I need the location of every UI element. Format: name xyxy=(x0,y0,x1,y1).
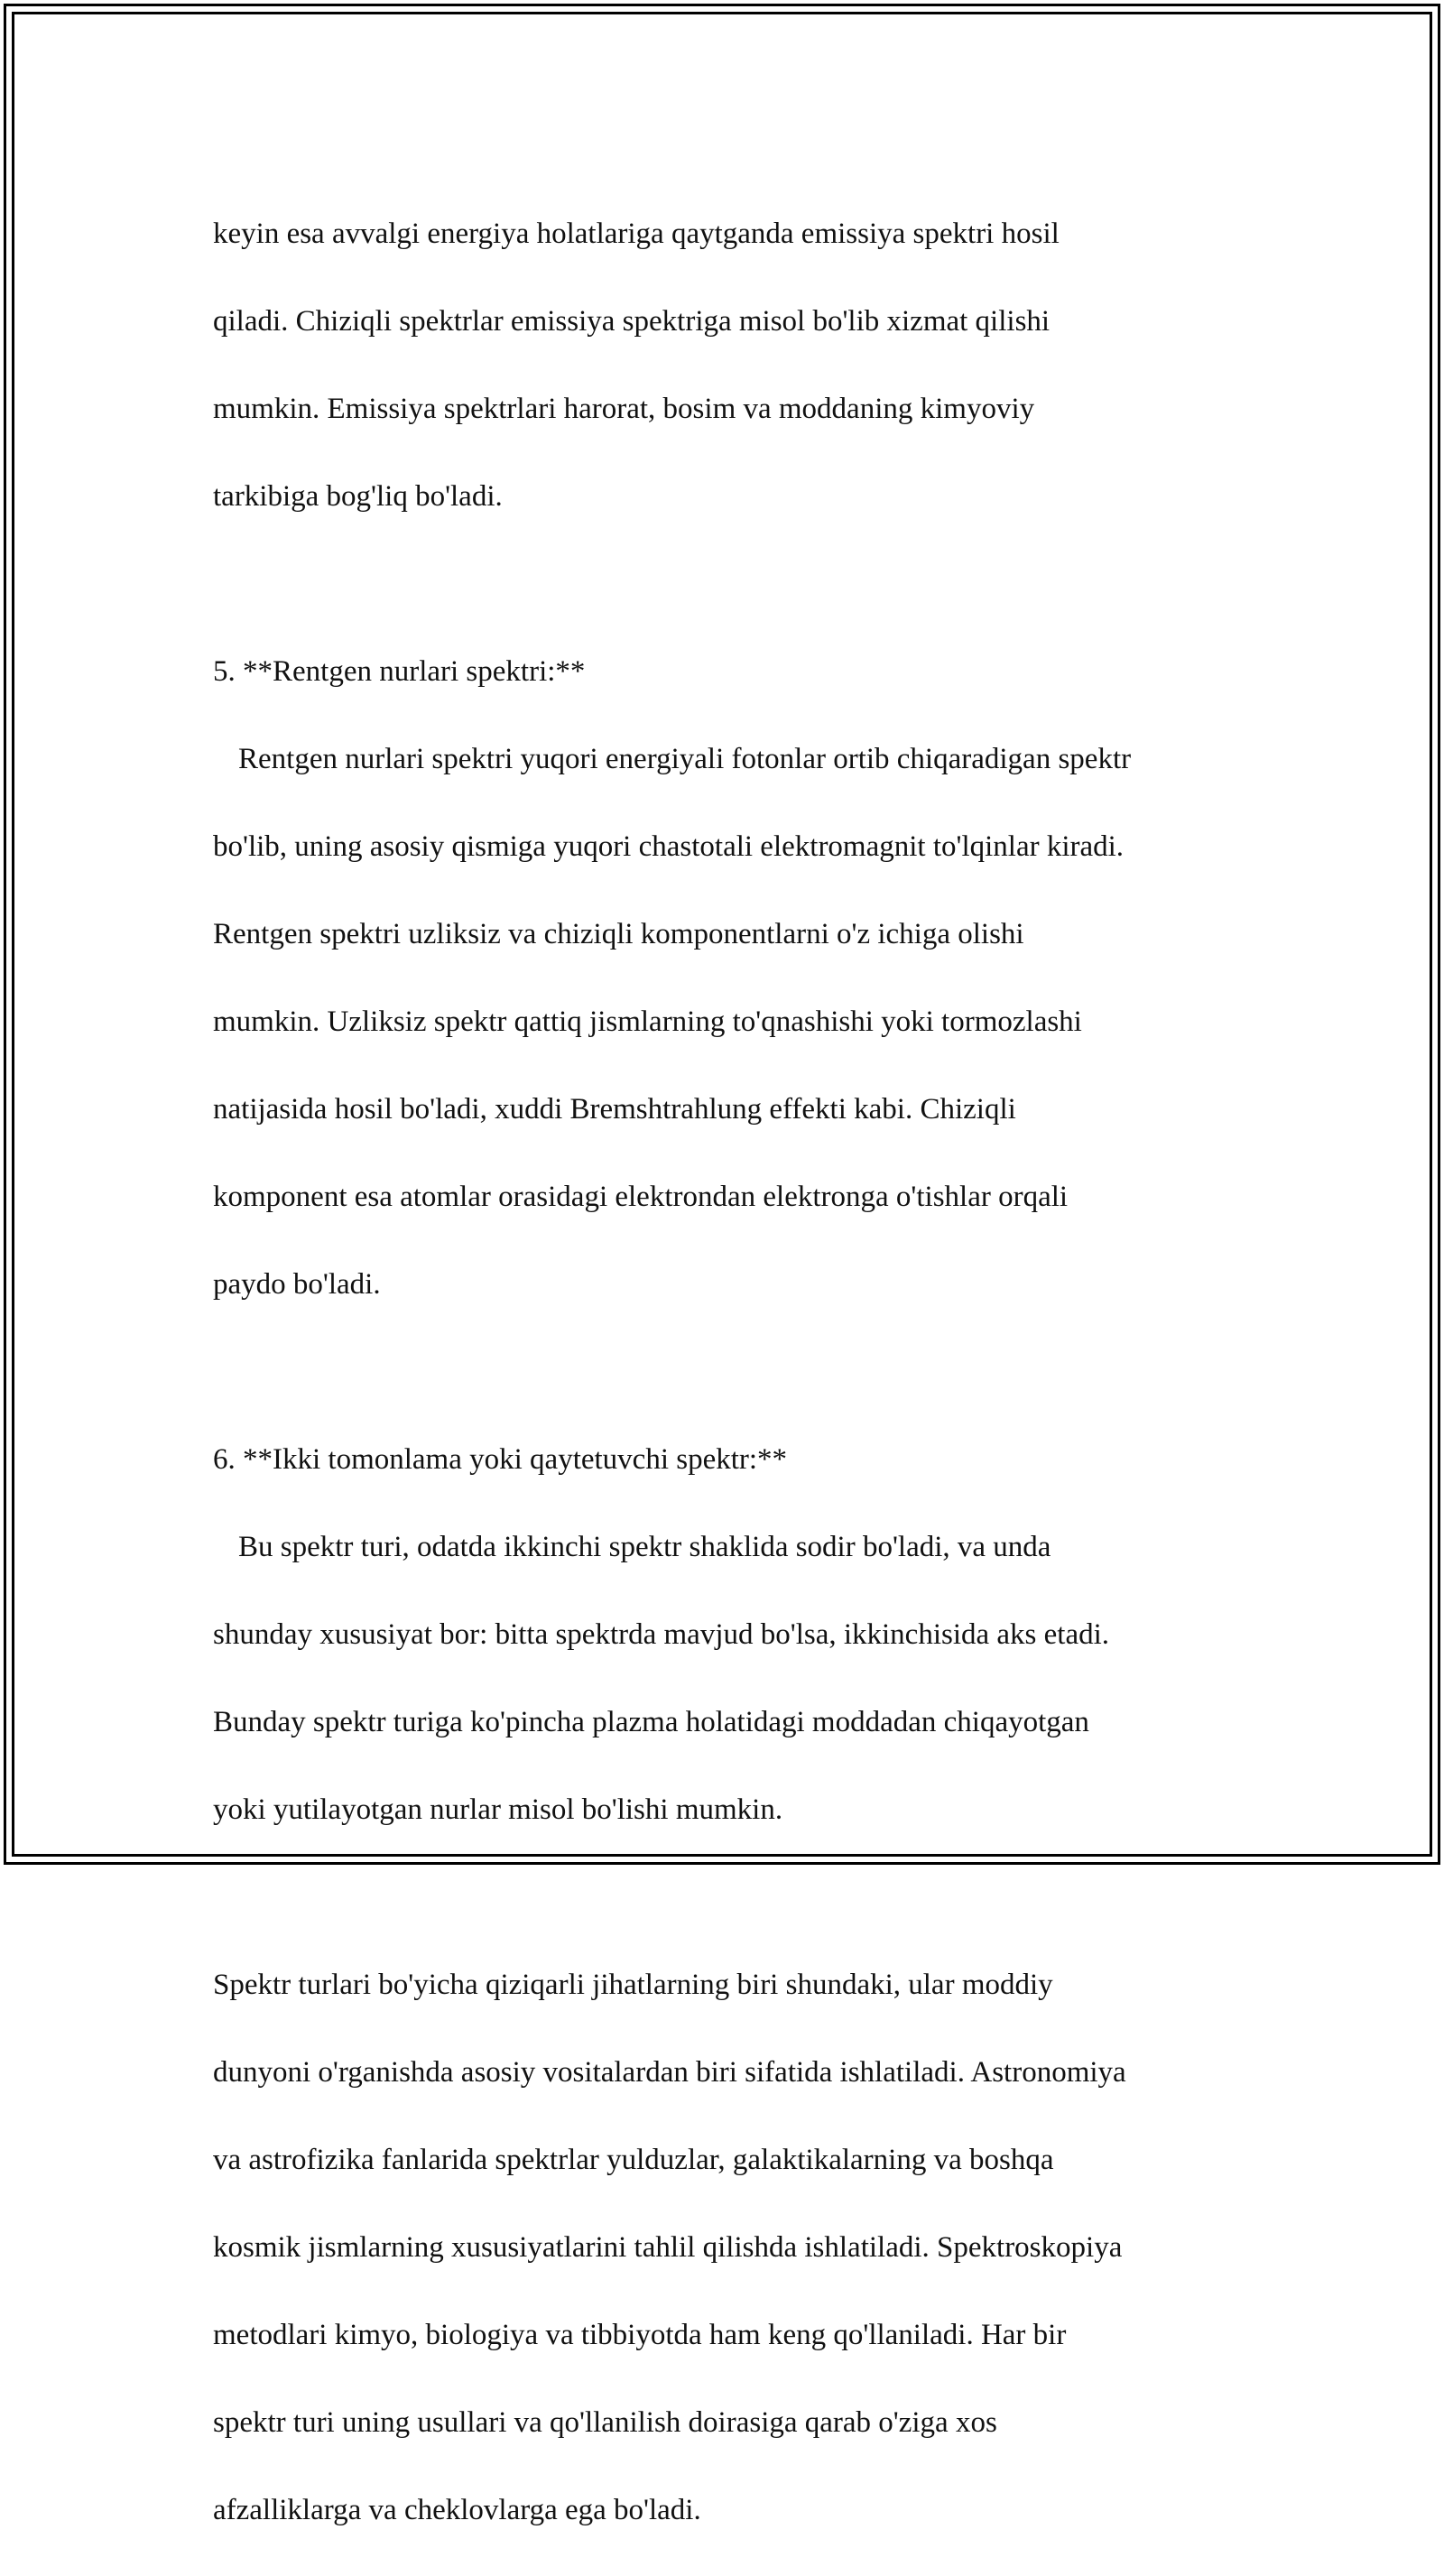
text-line: yoki yutilayotgan nurlar misol bo'lishi mumkin. xyxy=(213,1793,783,1826)
text-line: tarkibiga bog'liq bo'ladi. xyxy=(213,479,503,513)
text-line: shunday xususiyat bor: bitta spektrda mavjud bo'lsa, ikkinchisida aks etadi. xyxy=(213,1617,1110,1651)
text-line: Rentgen spektri uzliksiz va chiziqli komponentlarni o'z ichiga olishi xyxy=(213,917,1024,950)
text-line: mumkin. Emissiya spektrlari harorat, bosim va moddaning kimyoviy xyxy=(213,392,1035,425)
section-heading: 6. **Ikki tomonlama yoki qaytetuvchi spektr:** xyxy=(213,1442,788,1476)
text-line: keyin esa avvalgi energiya holatlariga qaytganda emissiya spektri hosil xyxy=(213,217,1060,250)
document-body xyxy=(213,168,1242,2576)
paragraph-emission-continuation xyxy=(213,168,1242,562)
text-line: afzalliklarga va cheklovlarga ega bo'ladi. xyxy=(213,2493,701,2526)
text-line: va astrofizika fanlarida spektrlar yulduzlar, galaktikalarning va boshqa xyxy=(213,2143,1054,2176)
text-line: mumkin. Uzliksiz spektr qattiq jismlarning to'qnashishi yoki tormozlashi xyxy=(213,1005,1082,1038)
text-line: spektr turi uning usullari va qo'llanilish doirasiga qarab o'ziga xos xyxy=(213,2405,997,2439)
text-line: paydo bo'ladi. xyxy=(213,1267,381,1301)
text-line: Bu spektr turi, odatda ikkinchi spektr shaklida sodir bo'ladi, va unda xyxy=(238,1530,1051,1563)
text-line: dunyoni o'rganishda asosiy vositalardan biri sifatida ishlatiladi. Astronomiya xyxy=(213,2055,1126,2089)
text-line: Spektr turlari bo'yicha qiziqarli jihatlarning biri shundaki, ular moddiy xyxy=(213,1968,1053,2001)
paragraph-conclusion xyxy=(213,1919,1242,2576)
text-line: metodlari kimyo, biologiya va tibbiyotda ham keng qo'llaniladi. Har bir xyxy=(213,2318,1067,2351)
section-heading: 5. **Rentgen nurlari spektri:** xyxy=(213,654,586,688)
paragraph-two-sided-spectrum xyxy=(213,1394,1242,1876)
text-line: natijasida hosil bo'ladi, xuddi Bremshtrahlung effekti kabi. Chiziqli xyxy=(213,1092,1016,1126)
text-line: bo'lib, uning asosiy qismiga yuqori chastotali elektromagnit to'lqinlar kiradi. xyxy=(213,829,1125,863)
text-line: Rentgen nurlari spektri yuqori energiyali fotonlar ortib chiqaradigan spektr xyxy=(238,742,1132,775)
paragraph-xray-spectrum xyxy=(213,606,1242,1350)
text-line: Bunday spektr turiga ko'pincha plazma holatidagi moddadan chiqayotgan xyxy=(213,1705,1089,1738)
text-line: kosmik jismlarning xususiyatlarini tahlil qilishda ishlatiladi. Spektroskopiya xyxy=(213,2230,1123,2264)
text-line: komponent esa atomlar orasidagi elektrondan elektronga o'tishlar orqali xyxy=(213,1180,1069,1213)
text-line: qiladi. Chiziqli spektrlar emissiya spektriga misol bo'lib xizmat qilishi xyxy=(213,304,1051,338)
